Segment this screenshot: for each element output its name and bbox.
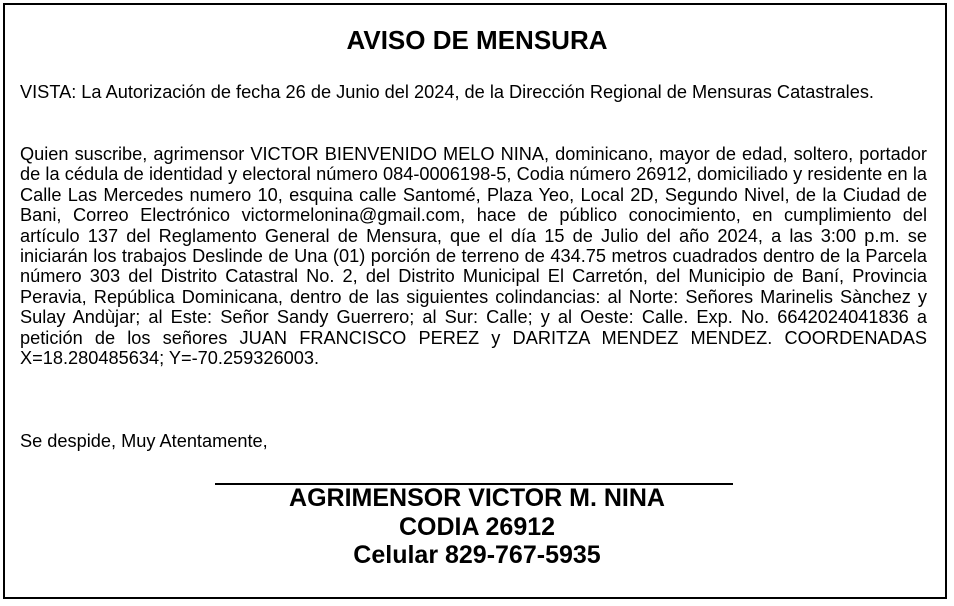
signature-codia: CODIA 26912 (398, 513, 556, 541)
signature-name: AGRIMENSOR VICTOR M. NINA (289, 484, 665, 512)
notice-title: AVISO DE MENSURA (346, 25, 608, 55)
vista-paragraph: VISTA: La Autorización de fecha 26 de Junio del 2024, de la Dirección Regional de Mensuras Catastrales. (20, 82, 874, 102)
signature-phone: Celular 829-767-5935 (353, 541, 601, 569)
farewell-text: Se despide, Muy Atentamente, (20, 431, 268, 451)
notice-body-paragraph: Quien suscribe, agrimensor VICTOR BIENVENIDO MELO NINA, dominicano, mayor de edad, soltero, portador de la cédula de identidad y electoral número 084-0006198-5, Codia número 26912, domiciliado y residente en la Calle Las Mercedes numero 10, esquina calle Santomé, Plaza Yeo, Local 2D, Segundo Nivel, de la Ciudad de Bani, Correo Electrónico victormelonina@gmail.com, hace de público conocimiento, en cumplimiento del artículo 137 del Reglamento General de Mensura, que el día 15 de Julio del año 2024, a las 3:00 p.m. se iniciarán los trabajos Deslinde de Una (01) porción de terreno de 434.75 metros cuadrados dentro de la Parcela número 303 del Distrito Catastral No. 2, del Distrito Municipal El Carretón, del Municipio de Baní, Provincia Peravia, República Dominicana, dentro de las siguientes colindancias: al Norte: Señores Marinelis Sànchez y Sulay Andùjar; al Este: Señor Sandy Guerrero; al Sur: Calle; y al Oeste: Calle. Exp. No. 6642024041836 a petición de los señores JUAN FRANCISCO PEREZ y DARITZA MENDEZ MENDEZ. COORDENADAS X=18.280485634; Y=-70.259326003. (20, 144, 927, 369)
